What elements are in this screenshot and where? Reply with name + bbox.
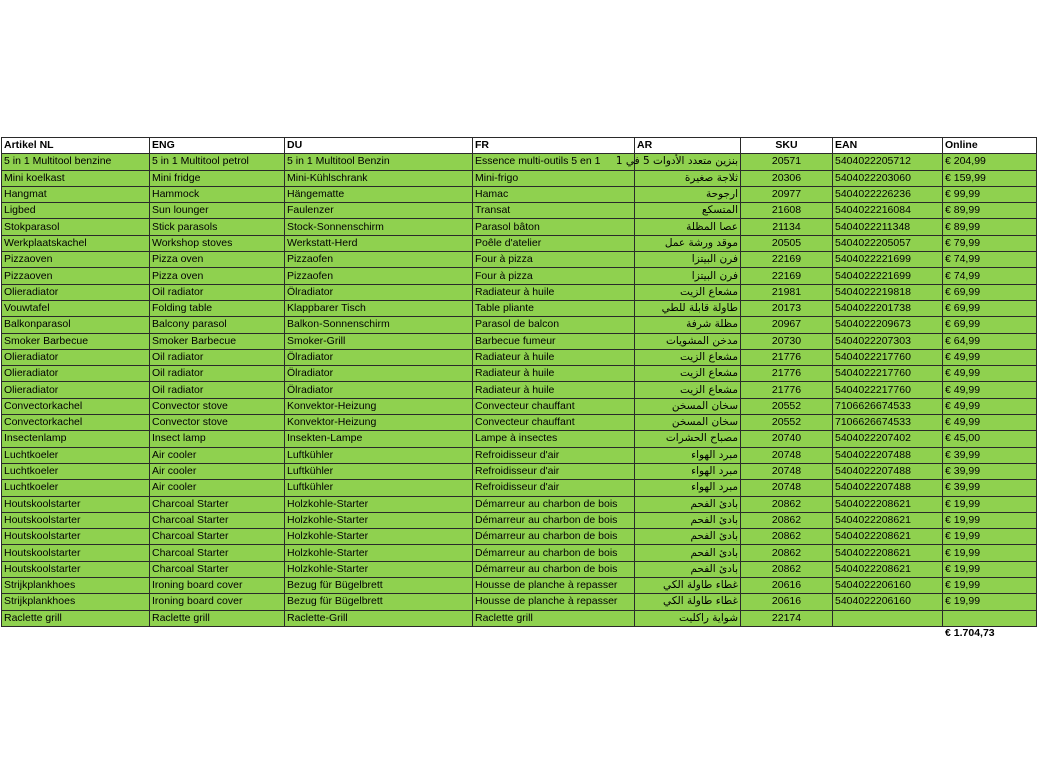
cell-sku: 20552 <box>741 415 833 431</box>
table-row <box>2 203 1037 219</box>
cell-sku: 20977 <box>741 186 833 202</box>
cell-online: € 19,99 <box>943 561 1037 577</box>
header-fr: FR <box>473 138 635 154</box>
cell-ean: 5404022207488 <box>833 480 943 496</box>
cell-sku: 20571 <box>741 154 833 170</box>
cell-online: € 19,99 <box>943 512 1037 528</box>
cell-sku: 20862 <box>741 545 833 561</box>
cell-nl: Olieradiator <box>2 366 150 382</box>
table-row <box>2 333 1037 349</box>
table-row <box>2 529 1037 545</box>
table-row <box>2 463 1037 479</box>
header-ar: AR <box>635 138 741 154</box>
cell-du: Faulenzer <box>285 203 473 219</box>
cell-sku: 20616 <box>741 578 833 594</box>
cell-sku: 20748 <box>741 463 833 479</box>
cell-eng: Oil radiator <box>150 284 285 300</box>
cell-ar: المتسكع <box>635 203 741 219</box>
cell-online: € 19,99 <box>943 578 1037 594</box>
header-nl: Artikel NL <box>2 138 150 154</box>
cell-online: € 69,99 <box>943 300 1037 316</box>
cell-eng: Air cooler <box>150 480 285 496</box>
cell-ar: مبرد الهواء <box>635 447 741 463</box>
cell-du: Holzkohle-Starter <box>285 561 473 577</box>
cell-sku: 20748 <box>741 480 833 496</box>
cell-du: Werkstatt-Herd <box>285 235 473 251</box>
cell-ean: 5404022205712 <box>833 154 943 170</box>
cell-online: € 204,99 <box>943 154 1037 170</box>
cell-ar: بادئ الفحم <box>635 545 741 561</box>
cell-fr: Radiateur à huile <box>473 349 635 365</box>
header-sku: SKU <box>741 138 833 154</box>
cell-du: Pizzaofen <box>285 268 473 284</box>
cell-du: Mini-Kühlschrank <box>285 170 473 186</box>
cell-eng: Charcoal Starter <box>150 496 285 512</box>
cell-nl: Houtskoolstarter <box>2 545 150 561</box>
cell-online: € 39,99 <box>943 480 1037 496</box>
cell-ar: مصباح الحشرات <box>635 431 741 447</box>
cell-eng: Insect lamp <box>150 431 285 447</box>
table-row <box>2 284 1037 300</box>
table-row <box>2 447 1037 463</box>
cell-fr: Refroidisseur d'air <box>473 480 635 496</box>
cell-fr: Démarreur au charbon de bois <box>473 561 635 577</box>
cell-eng: Oil radiator <box>150 366 285 382</box>
table-row <box>2 300 1037 316</box>
cell-ean: 5404022217760 <box>833 382 943 398</box>
cell-ar: فرن البيتزا <box>635 252 741 268</box>
cell-fr: Parasol de balcon <box>473 317 635 333</box>
cell-sku: 20967 <box>741 317 833 333</box>
cell-nl: Strijkplankhoes <box>2 578 150 594</box>
cell-sku: 20505 <box>741 235 833 251</box>
cell-eng: Oil radiator <box>150 382 285 398</box>
cell-ar: بادئ الفحم <box>635 512 741 528</box>
cell-ar: ارجوحة <box>635 186 741 202</box>
cell-nl: Luchtkoeler <box>2 447 150 463</box>
cell-ar: مشعاع الزيت <box>635 366 741 382</box>
cell-nl: Luchtkoeler <box>2 480 150 496</box>
cell-eng: Convector stove <box>150 415 285 431</box>
cell-eng: Ironing board cover <box>150 594 285 610</box>
table-row <box>2 349 1037 365</box>
cell-eng: Workshop stoves <box>150 235 285 251</box>
cell-eng: Pizza oven <box>150 268 285 284</box>
cell-nl: Pizzaoven <box>2 252 150 268</box>
cell-eng: Charcoal Starter <box>150 512 285 528</box>
cell-du: Smoker-Grill <box>285 333 473 349</box>
cell-ean: 7106626674533 <box>833 398 943 414</box>
cell-eng: Charcoal Starter <box>150 529 285 545</box>
cell-du: Holzkohle-Starter <box>285 545 473 561</box>
cell-eng: Charcoal Starter <box>150 561 285 577</box>
cell-ar: طاولة قابلة للطي <box>635 300 741 316</box>
table-row <box>2 366 1037 382</box>
cell-du: Bezug für Bügelbrett <box>285 578 473 594</box>
cell-fr: Poêle d'atelier <box>473 235 635 251</box>
cell-sku: 20730 <box>741 333 833 349</box>
cell-ar: فرن البيتزا <box>635 268 741 284</box>
cell-du: Holzkohle-Starter <box>285 496 473 512</box>
cell-online: € 79,99 <box>943 235 1037 251</box>
cell-ean: 7106626674533 <box>833 415 943 431</box>
cell-du: Klappbarer Tisch <box>285 300 473 316</box>
cell-fr: Essence multi-outils 5 en 1 <box>473 154 635 170</box>
cell-ean: 5404022221699 <box>833 268 943 284</box>
cell-ean: 5404022203060 <box>833 170 943 186</box>
grand-total: € 1.704,73 <box>945 627 995 639</box>
cell-online: € 159,99 <box>943 170 1037 186</box>
header-online: Online <box>943 138 1037 154</box>
cell-eng: Air cooler <box>150 447 285 463</box>
cell-fr: Radiateur à huile <box>473 366 635 382</box>
cell-eng: Air cooler <box>150 463 285 479</box>
header-ean: EAN <box>833 138 943 154</box>
table-row <box>2 317 1037 333</box>
cell-ar: بادئ الفحم <box>635 529 741 545</box>
table-row <box>2 170 1037 186</box>
cell-fr: Table pliante <box>473 300 635 316</box>
cell-du: Ölradiator <box>285 284 473 300</box>
table-row <box>2 154 1037 170</box>
cell-du: Stock-Sonnenschirm <box>285 219 473 235</box>
table-row <box>2 561 1037 577</box>
cell-eng: Oil radiator <box>150 349 285 365</box>
cell-du: Luftkühler <box>285 480 473 496</box>
table-row <box>2 235 1037 251</box>
cell-online <box>943 610 1037 626</box>
cell-ar: غطاء طاولة الكي <box>635 594 741 610</box>
cell-online: € 89,99 <box>943 219 1037 235</box>
header-du: DU <box>285 138 473 154</box>
cell-nl: Insectenlamp <box>2 431 150 447</box>
cell-fr: Démarreur au charbon de bois <box>473 496 635 512</box>
cell-ar: سخان المسخن <box>635 398 741 414</box>
product-sheet <box>1 137 1036 627</box>
table-row <box>2 252 1037 268</box>
cell-ean: 5404022207303 <box>833 333 943 349</box>
cell-ean: 5404022208621 <box>833 545 943 561</box>
cell-ar: مشعاع الزيت <box>635 349 741 365</box>
cell-ean: 5404022201738 <box>833 300 943 316</box>
table-row <box>2 594 1037 610</box>
cell-nl: Houtskoolstarter <box>2 529 150 545</box>
cell-fr: Radiateur à huile <box>473 382 635 398</box>
cell-ar: مشعاع الزيت <box>635 284 741 300</box>
cell-online: € 49,99 <box>943 366 1037 382</box>
cell-eng: Raclette grill <box>150 610 285 626</box>
cell-ean: 5404022207402 <box>833 431 943 447</box>
cell-eng: Convector stove <box>150 398 285 414</box>
cell-ean: 5404022209673 <box>833 317 943 333</box>
cell-fr: Refroidisseur d'air <box>473 463 635 479</box>
cell-sku: 21981 <box>741 284 833 300</box>
cell-online: € 39,99 <box>943 447 1037 463</box>
cell-nl: Luchtkoeler <box>2 463 150 479</box>
cell-fr: Four à pizza <box>473 268 635 284</box>
cell-eng: Smoker Barbecue <box>150 333 285 349</box>
cell-sku: 20306 <box>741 170 833 186</box>
header-row <box>2 138 1037 154</box>
cell-fr: Four à pizza <box>473 252 635 268</box>
header-eng: ENG <box>150 138 285 154</box>
cell-du: Luftkühler <box>285 463 473 479</box>
cell-fr: Refroidisseur d'air <box>473 447 635 463</box>
table-row <box>2 219 1037 235</box>
cell-du: Konvektor-Heizung <box>285 415 473 431</box>
cell-online: € 69,99 <box>943 284 1037 300</box>
cell-online: € 19,99 <box>943 529 1037 545</box>
table-row <box>2 186 1037 202</box>
table-row <box>2 512 1037 528</box>
cell-fr: Housse de planche à repasser <box>473 594 635 610</box>
cell-eng: Pizza oven <box>150 252 285 268</box>
cell-fr: Barbecue fumeur <box>473 333 635 349</box>
cell-du: Konvektor-Heizung <box>285 398 473 414</box>
table-row <box>2 496 1037 512</box>
cell-sku: 20862 <box>741 561 833 577</box>
cell-nl: Balkonparasol <box>2 317 150 333</box>
cell-du: Ölradiator <box>285 366 473 382</box>
cell-du: Ölradiator <box>285 349 473 365</box>
cell-sku: 20740 <box>741 431 833 447</box>
cell-ean: 5404022216084 <box>833 203 943 219</box>
cell-online: € 19,99 <box>943 545 1037 561</box>
cell-ar: بنزين متعدد الأدوات 5 في 1 <box>635 154 741 170</box>
cell-online: € 99,99 <box>943 186 1037 202</box>
cell-sku: 20862 <box>741 512 833 528</box>
table-row <box>2 431 1037 447</box>
table-row <box>2 578 1037 594</box>
cell-sku: 21134 <box>741 219 833 235</box>
cell-nl: Strijkplankhoes <box>2 594 150 610</box>
cell-ean: 5404022206160 <box>833 578 943 594</box>
cell-ar: مدخن المشويات <box>635 333 741 349</box>
cell-eng: Balcony parasol <box>150 317 285 333</box>
cell-ar: ثلاجة صغيرة <box>635 170 741 186</box>
cell-online: € 69,99 <box>943 317 1037 333</box>
cell-du: Hängematte <box>285 186 473 202</box>
cell-nl: Ligbed <box>2 203 150 219</box>
cell-nl: Raclette grill <box>2 610 150 626</box>
cell-du: Holzkohle-Starter <box>285 529 473 545</box>
cell-nl: Vouwtafel <box>2 300 150 316</box>
cell-fr: Démarreur au charbon de bois <box>473 545 635 561</box>
cell-ar: بادئ الفحم <box>635 561 741 577</box>
table-row <box>2 382 1037 398</box>
cell-online: € 39,99 <box>943 463 1037 479</box>
cell-nl: Houtskoolstarter <box>2 512 150 528</box>
table-row <box>2 268 1037 284</box>
cell-ean: 5404022226236 <box>833 186 943 202</box>
cell-du: Bezug für Bügelbrett <box>285 594 473 610</box>
cell-online: € 19,99 <box>943 594 1037 610</box>
cell-fr: Hamac <box>473 186 635 202</box>
cell-du: Ölradiator <box>285 382 473 398</box>
cell-nl: Smoker Barbecue <box>2 333 150 349</box>
cell-du: Luftkühler <box>285 447 473 463</box>
cell-sku: 22169 <box>741 268 833 284</box>
cell-ean: 5404022211348 <box>833 219 943 235</box>
cell-ean: 5404022208621 <box>833 496 943 512</box>
cell-du: Insekten-Lampe <box>285 431 473 447</box>
cell-eng: Charcoal Starter <box>150 545 285 561</box>
cell-sku: 20862 <box>741 529 833 545</box>
table-row <box>2 415 1037 431</box>
cell-eng: Stick parasols <box>150 219 285 235</box>
cell-eng: Mini fridge <box>150 170 285 186</box>
cell-ean: 5404022206160 <box>833 594 943 610</box>
cell-ean: 5404022207488 <box>833 447 943 463</box>
cell-ean: 5404022219818 <box>833 284 943 300</box>
cell-sku: 20552 <box>741 398 833 414</box>
cell-ean: 5404022221699 <box>833 252 943 268</box>
cell-fr: Parasol bâton <box>473 219 635 235</box>
cell-nl: Houtskoolstarter <box>2 561 150 577</box>
cell-fr: Radiateur à huile <box>473 284 635 300</box>
cell-nl: 5 in 1 Multitool benzine <box>2 154 150 170</box>
cell-du: Holzkohle-Starter <box>285 512 473 528</box>
cell-sku: 22174 <box>741 610 833 626</box>
table-row <box>2 398 1037 414</box>
cell-fr: Lampe à insectes <box>473 431 635 447</box>
cell-eng: Ironing board cover <box>150 578 285 594</box>
cell-sku: 22169 <box>741 252 833 268</box>
cell-sku: 20173 <box>741 300 833 316</box>
cell-sku: 21776 <box>741 382 833 398</box>
cell-nl: Olieradiator <box>2 349 150 365</box>
cell-nl: Olieradiator <box>2 382 150 398</box>
cell-nl: Mini koelkast <box>2 170 150 186</box>
cell-ean <box>833 610 943 626</box>
cell-ean: 5404022217760 <box>833 349 943 365</box>
cell-online: € 49,99 <box>943 415 1037 431</box>
cell-ar: غطاء طاولة الكي <box>635 578 741 594</box>
table-row <box>2 610 1037 626</box>
cell-sku: 20748 <box>741 447 833 463</box>
cell-nl: Stokparasol <box>2 219 150 235</box>
cell-ean: 5404022208621 <box>833 529 943 545</box>
cell-online: € 49,99 <box>943 398 1037 414</box>
cell-ean: 5404022207488 <box>833 463 943 479</box>
cell-fr: Convecteur chauffant <box>473 398 635 414</box>
cell-sku: 20862 <box>741 496 833 512</box>
cell-online: € 74,99 <box>943 252 1037 268</box>
cell-nl: Olieradiator <box>2 284 150 300</box>
cell-ean: 5404022208621 <box>833 561 943 577</box>
cell-sku: 21608 <box>741 203 833 219</box>
cell-ar: مبرد الهواء <box>635 463 741 479</box>
cell-ar: عصا المظلة <box>635 219 741 235</box>
cell-du: Balkon-Sonnenschirm <box>285 317 473 333</box>
cell-fr: Transat <box>473 203 635 219</box>
cell-online: € 19,99 <box>943 496 1037 512</box>
cell-nl: Convectorkachel <box>2 398 150 414</box>
cell-fr: Démarreur au charbon de bois <box>473 529 635 545</box>
cell-eng: 5 in 1 Multitool petrol <box>150 154 285 170</box>
table-row <box>2 480 1037 496</box>
cell-sku: 21776 <box>741 349 833 365</box>
table-row <box>2 545 1037 561</box>
cell-nl: Pizzaoven <box>2 268 150 284</box>
cell-nl: Houtskoolstarter <box>2 496 150 512</box>
cell-fr: Mini-frigo <box>473 170 635 186</box>
cell-eng: Hammock <box>150 186 285 202</box>
cell-ean: 5404022205057 <box>833 235 943 251</box>
cell-online: € 74,99 <box>943 268 1037 284</box>
product-table <box>1 137 1037 627</box>
cell-du: Pizzaofen <box>285 252 473 268</box>
cell-nl: Werkplaatskachel <box>2 235 150 251</box>
cell-ar: سخان المسخن <box>635 415 741 431</box>
cell-online: € 49,99 <box>943 382 1037 398</box>
cell-ar: مظلة شرفة <box>635 317 741 333</box>
cell-online: € 89,99 <box>943 203 1037 219</box>
cell-sku: 20616 <box>741 594 833 610</box>
cell-online: € 45,00 <box>943 431 1037 447</box>
cell-nl: Hangmat <box>2 186 150 202</box>
cell-fr: Housse de planche à repasser <box>473 578 635 594</box>
cell-fr: Démarreur au charbon de bois <box>473 512 635 528</box>
cell-ar: شواية راكليت <box>635 610 741 626</box>
table-body <box>2 154 1037 627</box>
cell-eng: Sun lounger <box>150 203 285 219</box>
cell-fr: Raclette grill <box>473 610 635 626</box>
cell-fr: Convecteur chauffant <box>473 415 635 431</box>
cell-online: € 64,99 <box>943 333 1037 349</box>
cell-online: € 49,99 <box>943 349 1037 365</box>
cell-eng: Folding table <box>150 300 285 316</box>
cell-ean: 5404022217760 <box>833 366 943 382</box>
cell-du: 5 in 1 Multitool Benzin <box>285 154 473 170</box>
cell-ar: موقد ورشة عمل <box>635 235 741 251</box>
cell-ar: مبرد الهواء <box>635 480 741 496</box>
cell-sku: 21776 <box>741 366 833 382</box>
cell-ar: مشعاع الزيت <box>635 382 741 398</box>
cell-du: Raclette-Grill <box>285 610 473 626</box>
cell-ean: 5404022208621 <box>833 512 943 528</box>
cell-ar: بادئ الفحم <box>635 496 741 512</box>
cell-nl: Convectorkachel <box>2 415 150 431</box>
